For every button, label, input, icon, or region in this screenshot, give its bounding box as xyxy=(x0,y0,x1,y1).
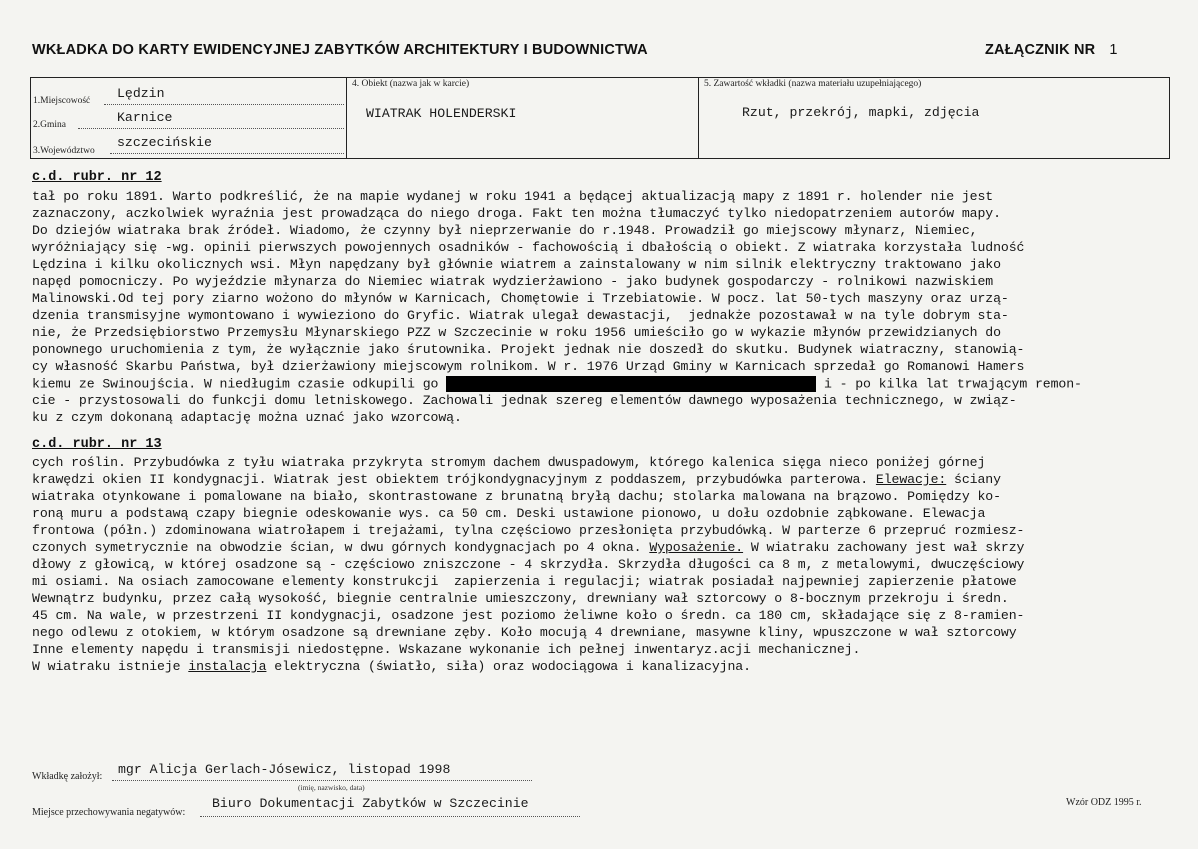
section2-line: roną muru a podstawą czapy biegnie odeskowanie wys. ca 50 cm. Deski ustawione pionowo, u dołu ozdobnie ząbkowane. Elewacja xyxy=(32,506,986,521)
gmina-caption: 2.Gmina xyxy=(33,120,66,130)
section2-line: Wewnątrz budynku, przez całą wysokość, biegnie centralnie umieszczony, drewniany wał sztorcowy o 8-bocznym przekroju i średn. xyxy=(32,591,1009,606)
negatywy-dotline xyxy=(200,816,580,817)
attachment-number: 1 xyxy=(1109,42,1118,58)
gmina-dotline xyxy=(78,128,344,129)
section1-line: cie - przystosowali do funkcji domu letniskowego. Zachowali jednak szereg elementów dawnego wyposażenia technicznego, w związ- xyxy=(32,393,1017,408)
section2-line-part: elektryczna (światło, siła) oraz wodociągowa i kanalizacyjna. xyxy=(266,659,751,674)
section2-line-part: krawędzi okien II kondygnacji. Wiatrak jest obiektem trójkondygnacyjnym z poddaszem, przybudówka parterowa. xyxy=(32,472,869,487)
section1-line: napęd pomocniczy. Po wyjeździe młynarza do Niemiec wiatrak wydzierżawiono - jako budynek gospodarczy - rolnikowi nazwiskiem xyxy=(32,274,994,289)
miejscowosc-value: Lędzin xyxy=(117,86,165,101)
section2-line: cych roślin. Przybudówka z tyłu wiatraka przykryta stromym dachem dwuspadowym, którego kalenica sięga nieco poniżej górnej xyxy=(32,455,986,470)
section2-heading: c.d. rubr. nr 13 xyxy=(32,437,162,452)
section2-line xyxy=(32,540,1024,555)
section2-line: frontowa (półn.) zdominowana wiatrołapem i trejażami, tylna częściowo przesłonięta przybudówką. W parterze 6 przepruć rozmiesz- xyxy=(32,523,1025,538)
negatywy-value: Biuro Dokumentacji Zabytków w Szczecinie xyxy=(212,796,529,811)
instalacja-heading: instalacja xyxy=(188,659,267,674)
zalozyl-value: mgr Alicja Gerlach-Jósewicz, listopad 1998 xyxy=(118,762,451,777)
section2-line-part: W wiatraku zachowany jest wał skrzy xyxy=(743,540,1025,555)
negatywy-caption: Miejsce przechowywania negatywów: xyxy=(32,807,186,818)
elewacje-heading: Elewacje: xyxy=(875,472,947,487)
attachment-label-block xyxy=(985,42,1118,58)
zalozyl-dotline xyxy=(112,780,532,781)
zawartosc-caption: 5. Zawartość wkładki (nazwa materiału uzupełniającego) xyxy=(704,79,922,89)
section1-line: cy własność Skarbu Państwa, był dzierżawiony miejscowym rolnikom. W r. 1976 Urząd Gminy w Karnicach sprzedał go Romanowi Hamers xyxy=(32,359,1025,374)
miejscowosc-dotline xyxy=(104,104,344,105)
redaction-bar xyxy=(446,376,816,392)
wojewodztwo-dotline xyxy=(110,153,344,154)
section2-line xyxy=(32,659,751,674)
section1-line: ku z czym dokonaną adaptację można uznać jako wzorcową. xyxy=(32,410,462,425)
gmina-value: Karnice xyxy=(117,110,173,125)
section1-line: wyróżniający się -wg. opinii pierwszych powojennych osadników - fachowością i dbałością o obiekt. Z wiatraka korzystała ludność xyxy=(32,240,1025,255)
section1-line: Lędzina i kilku okolicznych wsi. Młyn napędzany był głównie wiatrem a zainstalowany w nim silnik elektryczny traktowano jako xyxy=(32,257,1001,272)
miejscowosc-caption: 1.Miejscowość xyxy=(33,96,91,106)
section2-line: mi osiami. Na osiach zamocowane elementy konstrukcji zapierzenia i regulacji; wiatrak posiadał najpewniej zapierzenie płatowe xyxy=(32,574,1017,589)
section1-line: zaznaczony, aczkolwiek wyraźnia jest prowadząca do niego droga. Fakt ten można tłumaczyć tylko niedopatrzeniem autorów mapy. xyxy=(32,206,1001,221)
section1-line: dzenia transmisyjne wymontowano i wywieziono do Gryfic. Wiatrak ulegał dewastacji, jednakże pozostawał w na tyle dobrym sta- xyxy=(32,308,1009,323)
section1-line-part: kiemu ze Swinoujścia. W niedługim czasie odkupili go xyxy=(32,376,439,392)
section2-line: wiatraka otynkowane i pomalowane na biało, skontrastowane z brunatną bryłą dachu; stolarka malowana na brązowo. Pomiędzy ko- xyxy=(32,489,1001,504)
section1-line: Do dziejów wiatraka brak źródeł. Wiadomo, że czynny był nieprzerwanie do r.1948. Prowadził go miejscowy młynarz, Niemiec, xyxy=(32,223,978,238)
wyposazenie-heading: Wyposażenie. xyxy=(649,540,744,555)
zalozyl-sub-caption: (imię, nazwisko, data) xyxy=(298,783,365,792)
section2-line: Inne elementy napędu i transmisji niedostępne. Wskazane wykonanie ich pełnej inwentaryz.acji mechanicznej. xyxy=(32,642,861,657)
section1-line: ponownego uruchomienia z tym, że wyłącznie jako śrutownika. Projekt jednak nie doszedł do skutku. Budynek wiatraczny, stanowią- xyxy=(32,342,1025,357)
form-title: WKŁADKA DO KARTY EWIDENCYJNEJ ZABYTKÓW ARCHITEKTURY I BUDOWNICTWA xyxy=(32,42,648,58)
section1-line-redacted xyxy=(32,376,1082,392)
section1-heading: c.d. rubr. nr 12 xyxy=(32,170,162,185)
section2-line: nego odlewu z otokiem, w którym osadzone są drewniane zęby. Koło mocują 4 drewniane, masywne kliny, wpuszczone w wał sztorcowy xyxy=(32,625,1017,640)
template-version: Wzór ODZ 1995 r. xyxy=(1066,797,1142,808)
obiekt-value: WIATRAK HOLENDERSKI xyxy=(366,106,517,121)
obiekt-caption: 4. Obiekt (nazwa jak w karcie) xyxy=(352,79,470,89)
attachment-label: ZAŁĄCZNIK NR xyxy=(985,42,1096,58)
section2-line-part: ściany xyxy=(946,472,1001,487)
section2-line xyxy=(32,472,1001,487)
section2-line: 45 cm. Na wale, w przestrzeni II kondygnacji, osadzone jest poziomo żeliwne koło o średn. ca 180 cm, składające się z 8-ramien- xyxy=(32,608,1025,623)
zalozyl-caption: Wkładkę założył: xyxy=(32,771,103,782)
zawartosc-value: Rzut, przekrój, mapki, zdjęcia xyxy=(742,105,980,120)
wojewodztwo-value: szczecińskie xyxy=(117,135,212,150)
section1-line-part: i - po kilka lat trwającym remon- xyxy=(823,376,1082,392)
section2-line-part: W wiatraku istnieje xyxy=(32,659,181,674)
section1-line: nie, że Przedsiębiorstwo Przemysłu Młynarskiego PZZ w Szczecinie w roku 1956 umieściło go w wykazie młynów przewidzianych do xyxy=(32,325,1001,340)
section1-line: Malinowski.Od tej pory ziarno wożono do młynów w Karnicach, Chomętowie i Trzebiatowie. W pocz. lat 50-tych maszyny oraz urzą- xyxy=(32,291,1009,306)
section2-line-part: czonych symetrycznie na obwodzie ścian, w dwu górnych kondygnacjach po 4 okna. xyxy=(32,540,642,555)
wojewodztwo-caption: 3.Województwo xyxy=(33,146,95,156)
section2-line: dłowy z głowicą, w której osadzone są - częściowo zniszczone - 4 skrzydła. Skrzydła długości ca 8 m, z metalowymi, dwuczęściowy xyxy=(32,557,1025,572)
section1-line: tał po roku 1891. Warto podkreślić, że na mapie wydanej w roku 1941 a będącej aktualizacją mapy z 1891 r. holender nie jest xyxy=(32,189,994,204)
